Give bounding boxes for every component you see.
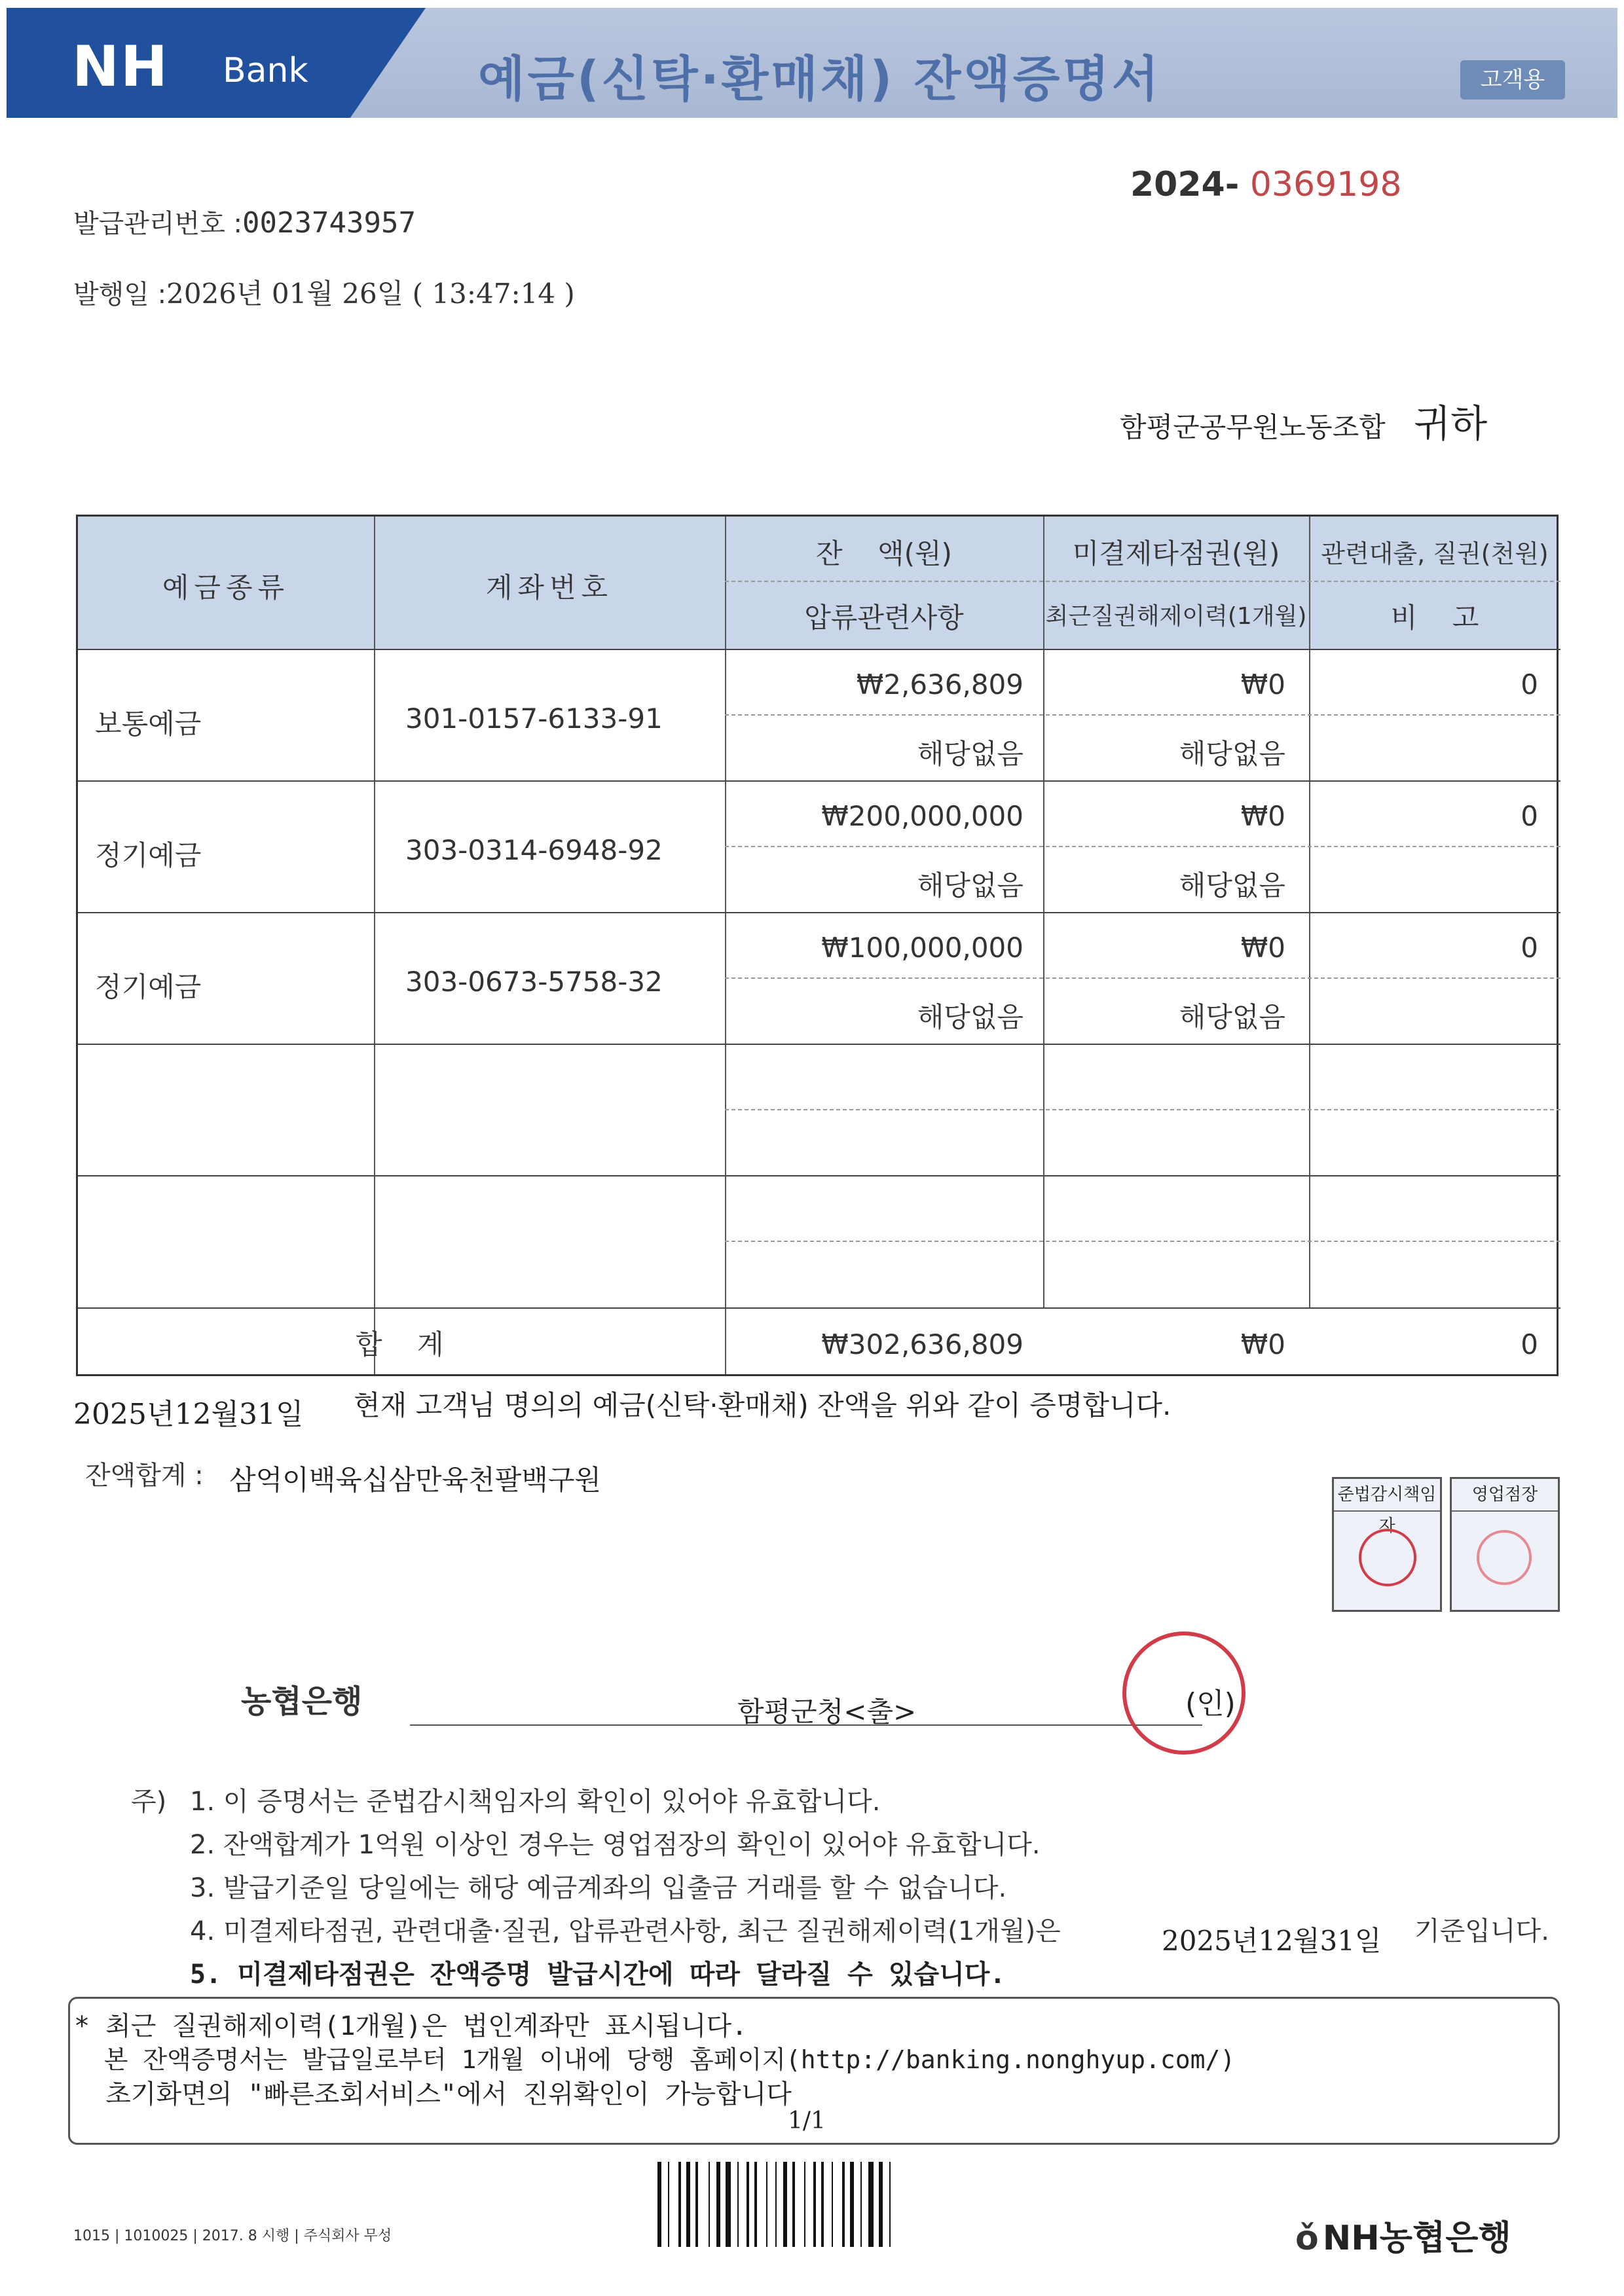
row3-uncleared: ₩0 [1240, 932, 1285, 964]
row1-balance: ₩2,636,809 [856, 668, 1024, 701]
row-divider [78, 780, 1560, 782]
row2-type: 정기예금 [95, 839, 202, 871]
header-dashed [725, 581, 1560, 582]
row2-uncleared: ₩0 [1240, 800, 1285, 832]
row2-balance: ₩200,000,000 [821, 800, 1024, 832]
sum-label: 잔액합계 : [85, 1461, 204, 1491]
row1-pledge-release: 해당없음 [1179, 738, 1285, 770]
total-uncleared: ₩0 [1240, 1328, 1285, 1360]
mgmt-number-value: 0023743957 [242, 206, 416, 240]
notice-line-3: 초기화면의 "빠른조회서비스"에서 진위확인이 가능합니다 [74, 2079, 792, 2109]
total-balance: ₩302,636,809 [821, 1328, 1024, 1360]
compliance-label: 준법감시책임자 [1334, 1479, 1440, 1512]
seal-mark: (인) [1185, 1687, 1236, 1721]
document-title: 예금(신탁·환매채) 잔액증명서 [478, 51, 1162, 107]
note-1: 1. 이 증명서는 준법감시책임자의 확인이 있어야 유효합니다. [190, 1787, 881, 1817]
row-dashed [725, 977, 1560, 979]
note-4-date: 2025년12월31일 [1162, 1925, 1382, 1957]
row1-seizure: 해당없음 [917, 738, 1024, 770]
row-dashed [725, 846, 1560, 847]
compliance-seal-icon [1359, 1529, 1416, 1586]
page-number: 1/1 [788, 2107, 826, 2134]
bank-logo-text: Bank [223, 51, 308, 90]
col-divider [374, 517, 375, 1374]
th-seizure: 압류관련사항 [804, 602, 964, 634]
balance-table [76, 515, 1559, 1376]
compliance-stamp-box [1332, 1477, 1442, 1612]
bank-name: 농협은행 [241, 1683, 363, 1720]
doc-number-serial: 0369198 [1249, 165, 1402, 204]
th-balance: 잔 액(원) [816, 538, 952, 570]
row-divider [78, 1307, 1560, 1309]
row2-loan: 0 [1521, 800, 1538, 832]
th-loan: 관련대출, 질권(천원) [1321, 539, 1549, 568]
document-number [1130, 165, 1401, 204]
certify-date: 2025년12월31일 [73, 1398, 304, 1431]
manager-stamp-box [1450, 1477, 1560, 1612]
mgmt-number-label: 발급관리번호 : [73, 209, 243, 239]
manager-label: 영업점장 [1452, 1479, 1558, 1512]
notice-box [68, 1997, 1560, 2145]
footer-brand-text: NH농협은행 [1322, 2219, 1511, 2258]
document-header [7, 8, 1617, 118]
note-4-tail: 기준입니다. [1414, 1916, 1549, 1946]
row2-pledge-release: 해당없음 [1179, 869, 1285, 902]
row-dashed [725, 1109, 1560, 1110]
branch-name: 함평군청<출> [737, 1696, 917, 1728]
row-dashed [725, 714, 1560, 716]
row-divider [78, 1044, 1560, 1045]
issue-date-value: 2026년 01월 26일 ( 13:47:14 ) [166, 278, 575, 310]
manager-seal-icon [1477, 1530, 1532, 1585]
row-divider [78, 649, 1560, 650]
note-2: 2. 잔액합계가 1억원 이상인 경우는 영업점장의 확인이 있어야 유효합니다. [190, 1830, 1041, 1860]
row1-loan: 0 [1521, 668, 1538, 701]
addressee-name: 함평군공무원노동조합 [1120, 411, 1386, 443]
row1-type: 보통예금 [95, 708, 202, 740]
row2-account: 303-0314-6948-92 [405, 834, 663, 866]
nh-logo: NH [72, 34, 169, 100]
row3-loan: 0 [1521, 932, 1538, 964]
total-loan: 0 [1521, 1328, 1538, 1360]
issue-date-label: 발행일 : [73, 280, 167, 310]
row3-account: 303-0673-5758-32 [405, 966, 663, 998]
addressee [1120, 393, 1487, 448]
certify-text: 현재 고객님 명의의 예금(신탁·환매채) 잔액을 위와 같이 증명합니다. [354, 1389, 1172, 1421]
nh-symbol-icon: ǒ [1295, 2219, 1319, 2258]
doc-number-year: 2024- [1130, 165, 1240, 204]
th-uncleared: 미결제타점권(원) [1072, 538, 1280, 570]
barcode-icon [657, 2162, 985, 2247]
total-label: 합 계 [356, 1328, 444, 1360]
row3-pledge-release: 해당없음 [1179, 1001, 1285, 1033]
th-deposit-type: 예금종류 [162, 572, 290, 604]
row1-uncleared: ₩0 [1240, 668, 1285, 701]
notice-line-1: * 최근 질권해제이력(1개월)은 법인계좌만 표시됩니다. [74, 2011, 748, 2041]
footer-brand [1295, 2210, 1511, 2259]
note-5: 5. 미결제타점권은 잔액증명 발급시간에 따라 달라질 수 있습니다. [190, 1959, 1006, 1990]
notes-prefix: 주) [131, 1787, 167, 1817]
customer-copy-badge: 고객용 [1460, 60, 1565, 100]
issue-date [73, 272, 575, 312]
th-remark: 비 고 [1390, 602, 1479, 634]
th-account-number: 계좌번호 [485, 572, 614, 604]
row3-balance: ₩100,000,000 [821, 932, 1024, 964]
notice-line-2: 본 잔액증명서는 발급일로부터 1개월 이내에 당행 홈페이지(http://banking.nonghyup.com/) [74, 2045, 1236, 2074]
issue-mgmt-number [73, 203, 416, 240]
row-divider [78, 912, 1560, 913]
form-code: 1015 | 1010025 | 2017. 8 시행 | 주식회사 무성 [73, 2228, 392, 2244]
row-dashed [725, 1241, 1560, 1242]
note-3: 3. 발급기준일 당일에는 해당 예금계좌의 입출금 거래를 할 수 없습니다. [190, 1873, 1007, 1903]
sum-korean: 삼억이백육십삼만육천팔백구원 [229, 1464, 602, 1496]
row3-type: 정기예금 [95, 971, 202, 1003]
note-4: 4. 미결제타점권, 관련대출·질권, 압류관련사항, 최근 질권해제이력(1개월)은 [190, 1916, 1061, 1946]
th-pledge-release: 최근질권해제이력(1개월) [1045, 603, 1307, 630]
addressee-honorific: 귀하 [1414, 401, 1488, 446]
row1-account: 301-0157-6133-91 [405, 702, 663, 735]
row2-seizure: 해당없음 [917, 869, 1024, 902]
row-divider [78, 1175, 1560, 1176]
row3-seizure: 해당없음 [917, 1001, 1024, 1033]
